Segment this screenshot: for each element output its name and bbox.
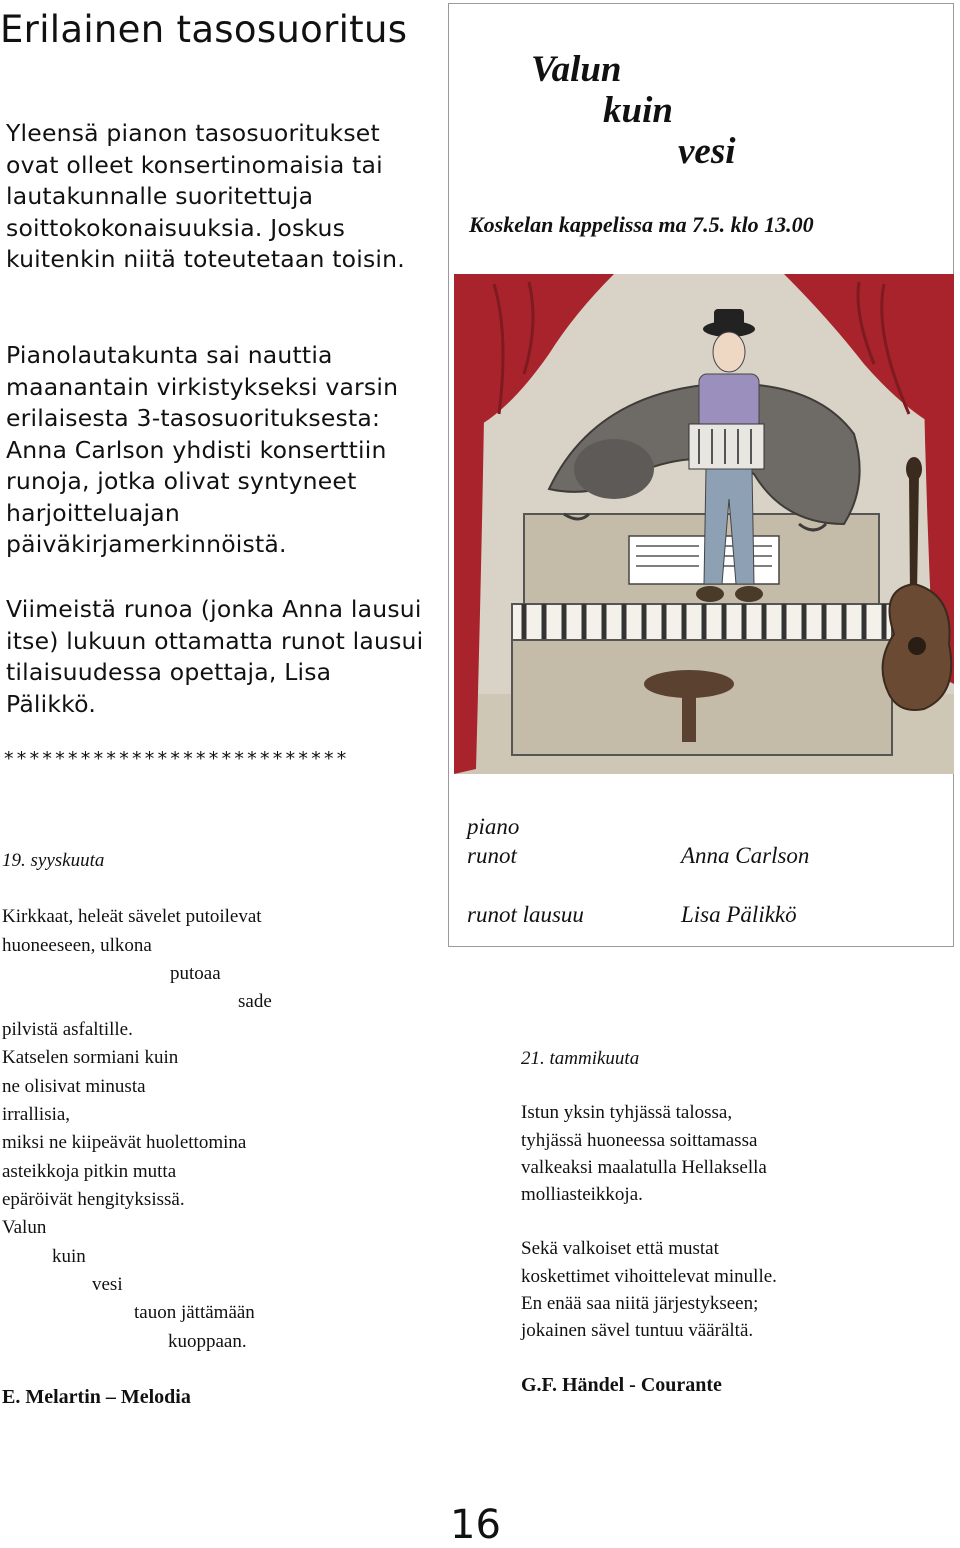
poem1-line: vesi [92, 1274, 123, 1295]
poem2-line: tyhjässä huoneessa soittamassa [521, 1130, 758, 1151]
program-title-line3: vesi [678, 131, 736, 172]
program-title-line2: kuin [603, 90, 673, 131]
poem1-line: putoaa [170, 963, 221, 984]
poem1-line: miksi ne kiipeävät huolettomina [2, 1132, 247, 1153]
poem2-line: En enää saa niitä järjestykseen; [521, 1293, 759, 1314]
right-shoe [735, 586, 763, 602]
poem2-line: molliasteikkoja. [521, 1184, 643, 1205]
poem1-line: kuin [52, 1246, 86, 1267]
poem1-line: tauon jättämään [134, 1302, 255, 1323]
poem1-line: kuoppaan. [168, 1331, 247, 1352]
hat-crown [714, 309, 744, 329]
program-performer: Anna Carlson [681, 843, 810, 868]
poem2-line: Istun yksin tyhjässä talossa, [521, 1102, 733, 1123]
guitar-soundhole [908, 637, 926, 655]
program-piano-label: piano [467, 814, 520, 839]
page-number: 16 [450, 1502, 501, 1548]
face [713, 332, 745, 372]
poem1-line: ne olisivat minusta [2, 1076, 146, 1097]
left-shoe [696, 586, 724, 602]
piano-lower [512, 640, 892, 755]
intro-paragraph: Yleensä pianon tasosuoritukset ovat olleet konsertinomaisia tai lautakunnalle suoritettuja soittokokonaisuuksia. Joskus kuitenkin niitä toteutetaan toisin. [6, 119, 405, 273]
article-title: Erilainen tasosuoritus [0, 8, 408, 51]
bear-head [574, 439, 654, 499]
concert-illustration [454, 274, 954, 774]
program-reciter: Lisa Pälikkö [681, 902, 797, 927]
poem1-line: Katselen sormiani kuin [2, 1047, 179, 1068]
poem2-date: 21. tammikuuta [521, 1048, 640, 1069]
piano-stool-leg [682, 692, 696, 742]
body-paragraph: Pianolautakunta sai nauttia maanantain virkistykseksi varsin erilaisesta 3-tasosuorituksesta: Anna Carlson yhdisti konserttiin runoja, jotka olivat syntyneet harjoitteluajan päiväkirjamerkinnöistä. [6, 341, 399, 558]
poem1-line: irrallisia, [2, 1104, 71, 1125]
accordion [689, 424, 764, 469]
poem2-line: koskettimet vihoittelevat minulle. [521, 1266, 777, 1287]
concert-program-box [448, 3, 954, 947]
guitar-head [906, 457, 922, 481]
poem2-line: Sekä valkoiset että mustat [521, 1238, 719, 1259]
poem1-date: 19. syyskuuta [2, 850, 105, 871]
poem2-line: valkeaksi maalatulla Hellaksella [521, 1157, 767, 1178]
program-title-line1: Valun [531, 49, 622, 90]
event-info: Koskelan kappelissa ma 7.5. klo 13.00 [469, 212, 814, 237]
separator-stars: *************************** [4, 748, 350, 770]
poem1-line: Kirkkaat, heleät sävelet putoilevat [2, 906, 262, 927]
poem2-credit: G.F. Händel - Courante [521, 1374, 722, 1396]
closing-paragraph: Viimeistä runoa (jonka Anna lausui itse) lukuun ottamatta runot lausui tilaisuudessa opettaja, Lisa Pälikkö. [6, 595, 424, 718]
poem1-line: huoneeseen, ulkona [2, 935, 152, 956]
program-recite-label: runot lausuu [467, 902, 584, 927]
poem1-line: asteikkoja pitkin mutta [2, 1161, 177, 1182]
program-runot-label: runot [467, 843, 517, 868]
poem1-line: pilvistä asfaltille. [2, 1019, 133, 1040]
poem1-line: Valun [2, 1217, 47, 1238]
poem1-line: epäröivät hengityksissä. [2, 1189, 185, 1210]
poem2-line: jokainen sävel tuntuu väärältä. [521, 1320, 754, 1341]
poem1-line: sade [238, 991, 272, 1012]
poem1-credit: E. Melartin – Melodia [2, 1386, 191, 1408]
